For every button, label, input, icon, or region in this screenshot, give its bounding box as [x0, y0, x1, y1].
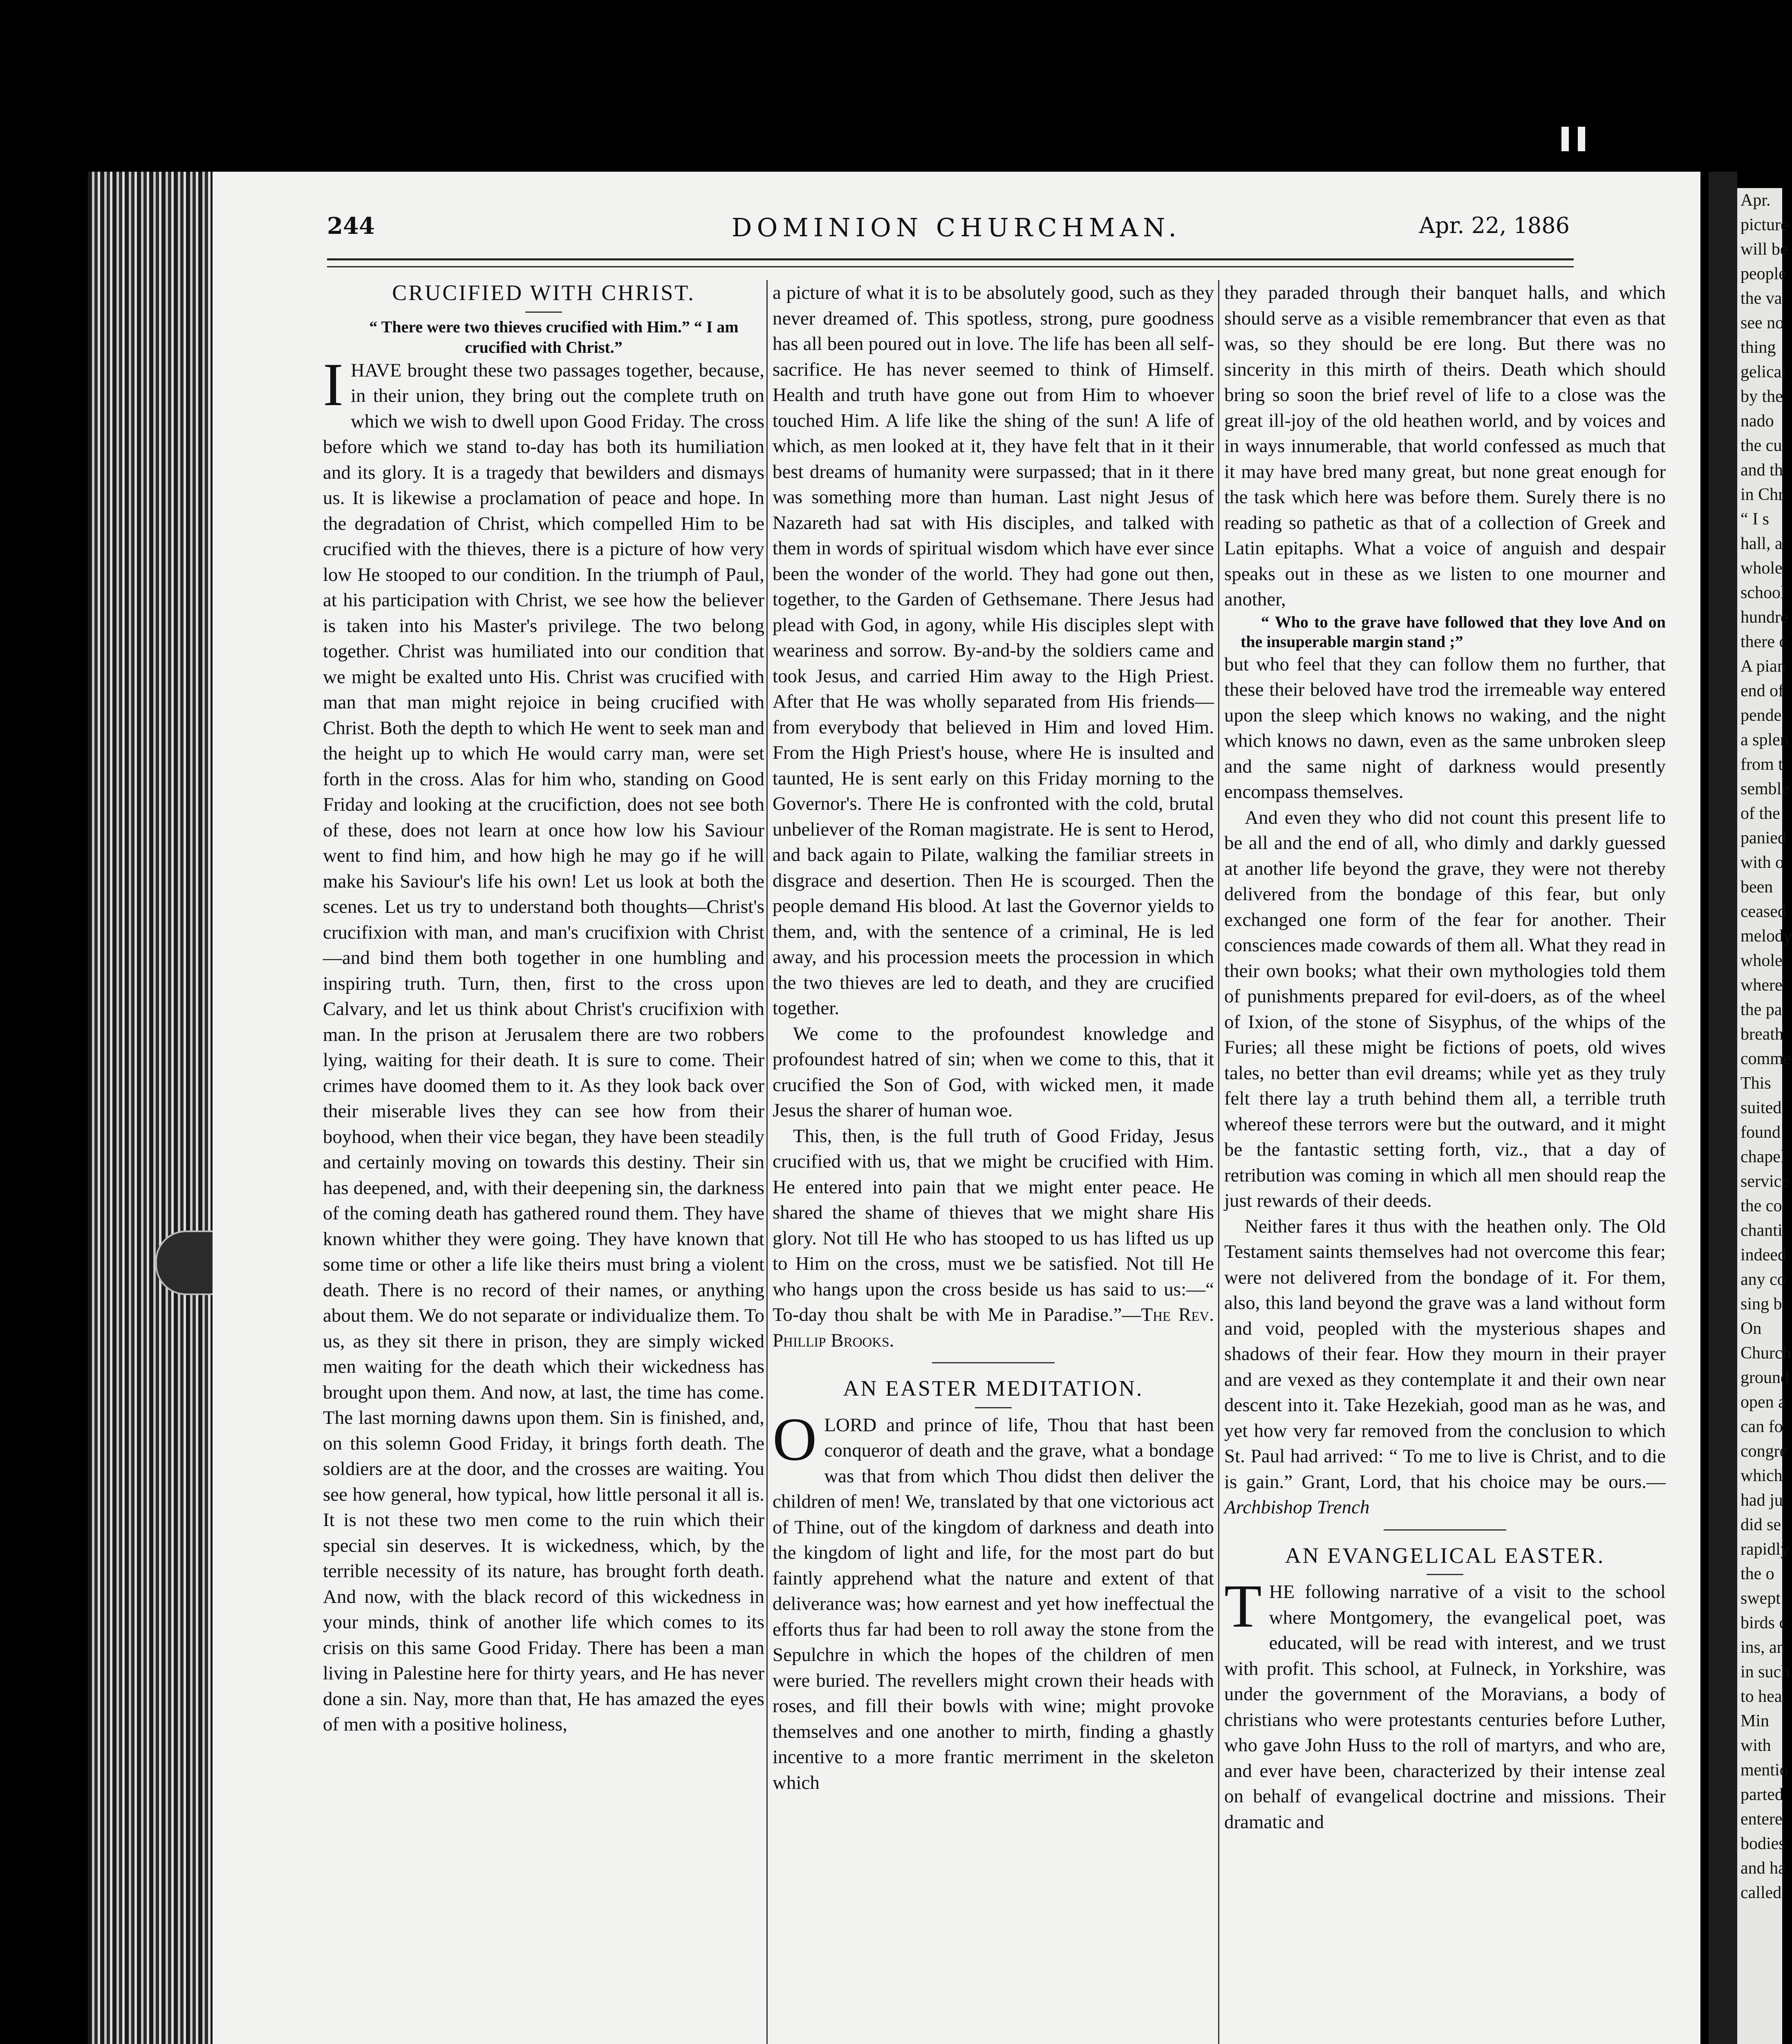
facing-page-line: suited	[1740, 1098, 1782, 1117]
facing-page-line: been	[1740, 878, 1773, 896]
facing-page-line: ceased	[1740, 902, 1786, 921]
facing-page-line: open a	[1740, 1393, 1786, 1412]
facing-page-line: can fo	[1740, 1417, 1783, 1436]
facing-page-line: gelical	[1740, 363, 1786, 381]
facing-page-line: a splen	[1740, 731, 1789, 749]
facing-page-line: the o	[1740, 1564, 1774, 1583]
article-paragraph	[1224, 1572, 1666, 1835]
article-paragraph: but who feel that they can follow them no further, that these their beloved have trod the irremeable way entered upon the sleep which knows no waking, and the night which knows no dawn, even as the same unbroken sleep and the same night of darkness would presently encompass themselves.	[1224, 653, 1666, 802]
poem-quote: “ Who to the grave have followed that they love And on the insuperable margin stand ;”	[1241, 612, 1666, 651]
facing-page-line: with	[1740, 1736, 1771, 1755]
facing-page-line: picture	[1740, 215, 1788, 234]
facing-page-line: the va	[1740, 289, 1782, 308]
facing-page-line: panied	[1740, 829, 1786, 847]
article-title-crucified: CRUCIFIED WITH CHRIST.	[392, 280, 695, 305]
article-attribution: Archbishop Trench	[1224, 1497, 1370, 1518]
facing-page-line: in Chr	[1740, 485, 1784, 504]
facing-page-line: service	[1740, 1172, 1789, 1191]
facing-page-line: any co	[1740, 1270, 1786, 1289]
facing-page-line: whole	[1740, 559, 1783, 578]
facing-page-line: A pian	[1740, 657, 1786, 676]
column-rule	[766, 280, 768, 2044]
facing-page-line: there c	[1740, 632, 1787, 651]
title-rule	[525, 312, 562, 313]
facing-page-line: thing	[1740, 338, 1776, 357]
facing-page-line: congre	[1740, 1442, 1788, 1461]
facing-page-line: whole	[1740, 951, 1783, 970]
facing-page-line: had ju	[1740, 1491, 1783, 1510]
issue-date: Apr. 22, 1886	[1419, 213, 1570, 238]
facing-page-line: parted	[1740, 1785, 1783, 1804]
facing-page-line: melody	[1740, 927, 1792, 946]
journal-title: DOMINION CHURCHMAN.	[731, 213, 1182, 242]
facing-page-line: the cu	[1740, 436, 1782, 455]
scanned-page	[213, 172, 1700, 2044]
facing-page-fragment	[1737, 188, 1792, 2044]
column-2	[773, 280, 1214, 2044]
drop-cap: I	[323, 350, 343, 419]
facing-page-line: and ha	[1740, 1859, 1786, 1878]
facing-page-line: indeed	[1740, 1246, 1786, 1264]
facing-page-line: the pa	[1740, 1000, 1782, 1019]
facing-page-line: and th	[1740, 461, 1783, 480]
column-rule	[1218, 280, 1219, 2044]
article-paragraph	[323, 350, 764, 1737]
section-rule	[1384, 1529, 1506, 1531]
facing-page-line: rapidly	[1740, 1540, 1789, 1559]
facing-page-line: chapel	[1740, 1148, 1785, 1166]
article-paragraph	[773, 1123, 1214, 1354]
paragraph-text: HAVE brought these two passages together, because, in their union, they bring out the complete truth on which we wish to dwell upon Good Friday. The cross before which we stand to-day has both its humiliation and its glory. It is a tragedy that bewilders and dismays us. It is likewise a proclamation of peace and hope. In the degradation of Christ, which compelled Him to be crucified with the thieves, there is a picture of how very low He stooped to our condition. In the triumph of Paul, at his participation with Christ, we see how the believer is taken into his Master's privilege. The two belong together. Christ was humiliated into our condition that we might be exalted unto His. Christ was crucified with man that man might rejoice in being crucified with Christ. Both the depth to which He went to seek man and the height up to which He would carry man, were set forth in the cross. Alas for him who, standing on Good Friday and looking at the crucifiction, does not see both of these, does not learn at once how low his Saviour went to find him, and how high he may go if he will make his Saviour's life his own! Let us look at both the scenes. Let us try to understand both thoughts—Christ's crucifixion with man, and man's crucifixion with Christ—and bind them both together in one humbling and inspiring truth. Turn, then, first to the cross upon Calvary, and let us think about Christ's crucifixion with man. In the prison at Jerusalem there are two robbers lying, waiting for their death. It is sure to come. Their crimes have doomed them to it. As they look back over their miserable lives they can see how from their boyhood, when their vice began, they have been steadily and certainly moving on towards this destiny. Their sin has deepened, and, with their deepening sin, the darkness of the coming death has gathered round them. They have known whither they were going. They have known that some time or other a life like theirs must bring a violent death. There is no record of their names, or anything about them. We do not separate or individualize them. To us, as they sit there in prison, they are simply wicked men waiting for the death which their wickedness has brought upon them. And now, at last, the time has come. The last morning dawns upon them. Sin is finished, and, on this solemn Good Friday, it brings forth death. The soldiers are at the door, and the crosses are waiting. You see how general, how typical, how little personal it all is. It is not these two men come to the ruin which their special sin deserves. It is wickedness, which, by the terrible necessity of its nature, has brought forth death. And now, with the black record of this wickedness in your minds, think of another life which comes to its crisis on this same Good Friday. There has been a man living in Palestine here for thirty years, and He has never done a sin. Nay, more than that, He has amazed the eyes of men with a positive holiness,	[323, 359, 764, 1735]
column-3	[1224, 280, 1666, 2044]
epigraph: “ There were two thieves crucified with Him.” “ I am crucified with Christ.”	[369, 317, 739, 356]
facing-page-line: birds c	[1740, 1614, 1787, 1632]
facing-page-line: where	[1740, 976, 1783, 995]
facing-page-line: the co	[1740, 1197, 1782, 1215]
facing-page-line: called	[1740, 1883, 1782, 1902]
facing-page-line: bodies	[1740, 1834, 1785, 1853]
facing-page-line: found	[1740, 1123, 1781, 1142]
paragraph-text: This, then, is the full truth of Good Friday, Jesus crucified with us, that we might be crucified with Him. He entered into pain that we might enter peace. He shared the shame of thieves that we might share His glory. Not till He who has stooped to us has lifted us up to Him on the cross, must we be satisfied. Not till He who hangs upon the cross beside us has said to us:—“ To-day thou shalt be with Me in Paradise.”—	[773, 1125, 1214, 1325]
article-attribution: The Rev. Phillip Brooks.	[773, 1304, 1214, 1351]
facing-page-line: hall, a	[1740, 534, 1783, 553]
facing-page-line: entere	[1740, 1810, 1783, 1829]
facing-page-line: which	[1740, 1466, 1783, 1485]
article-paragraph: they paraded through their banquet halls, and which should serve as a visible remembrancer that even as that was, so they should be ere long. But there was no sincerity in this mirth of theirs. Death which should bring so soon the brief revel of life to a close was the great ill-joy of the old heathen world, and by voices and in ways innumerable, that world confessed as much that it may have bred many great, but none great enough for the task which here was before them. Surely there is no reading so pathetic as that of a collection of Greek and Latin epitaphs. What a voice of anguish and despair speaks out in these as we listen to one mourner and another,	[1224, 282, 1666, 610]
running-head	[213, 213, 1700, 245]
facing-page-line: from t	[1740, 755, 1783, 774]
facing-page-line: end of	[1740, 681, 1784, 700]
facing-page-line: nado	[1740, 412, 1774, 430]
book-fore-edges	[88, 172, 223, 2044]
article-title-evangelical-easter: AN EVANGELICAL EASTER.	[1285, 1543, 1605, 1568]
facing-page-line: school	[1740, 583, 1785, 602]
facing-page-line: ins, an	[1740, 1638, 1785, 1657]
drop-cap: O	[773, 1405, 817, 1473]
facing-page-line: breath	[1740, 1025, 1783, 1044]
facing-page-line: chanti	[1740, 1221, 1783, 1240]
paragraph-text: Neither fares it thus with the heathen only. The Old Testament saints themselves had not overcome this fear; were not delivered from the bondage of it. For them, also, this land beyond the grave was a land without form and void, peopled with the mysterious shapes and shadows of their fear. How they mourn in their prayer and are vexed as they contemplate it and their own near descent into it. Take Hezekiah, good man as he was, and yet how very far removed from the conclusion to which St. Paul had arrived: “ To me to live is Christ, and to die is gain.” Grant, Lord, that his choice may be ours.—	[1224, 1215, 1666, 1493]
facing-page-line: On	[1740, 1319, 1762, 1338]
facing-page-line: hundre	[1740, 608, 1788, 627]
title-rule	[975, 1407, 1012, 1408]
paragraph-text: HE following narrative of a visit to the school where Montgomery, the evangelical poet, was educated, will be read with interest, and we trust with profit. This school, at Fulneck, in Yorkshire, was under the government of the Moravians, a body of christians who were protestants centuries before Luther, who gave John Huss to the roll of martyrs, and who are, and ever have been, characterized by their intense zeal on behalf of evangelical doctrine and missions. Their dramatic and	[1224, 1581, 1666, 1833]
facing-page-line: people	[1740, 264, 1786, 283]
facing-page-line: semble	[1740, 780, 1789, 798]
facing-page-line: Church	[1740, 1344, 1791, 1363]
facing-page-line: mentio	[1740, 1761, 1788, 1780]
section-rule	[932, 1362, 1055, 1363]
article-paragraph	[773, 1405, 1214, 1796]
article-paragraph: a picture of what it is to be absolutely good, such as they never dreamed of. This spotless, strong, pure goodness has all been poured out in love. The life has been all self-sacrifice. He has never seemed to think of Himself. Health and truth have gone out from Him to whoever touched Him. A life like the shing of the sun! A life of which, as men looked at it, they have felt that in it their best dreams of humanity were surpassed; that in it there was something more than human. Last night Jesus of Nazareth had sat with His disciples, and talked with them in words of spiritual wisdom which have ever since been the wonder of the world. They had gone out then, together, to the Garden of Gethsemane. There Jesus had plead with God, in agony, while His disciples slept with weariness and sorrow. By-and-by the soldiers came and took Jesus, and carried Him away to the High Priest. After that He was wholly separated from His friends—from everybody that believed in Him and loved Him. From the High Priest's house, where He is insulted and taunted, He is sent early on this Friday morning to the Governor's. There He is confronted with the cold, brutal unbeliever of the Roman magistrate. He is sent to Herod, and back again to Pilate, walking the familiar streets in disgrace and desertion. Then He is scourged. Then the people demand His blood. At last the Governor yields to them, and, with the sentence of a criminal, He is led away, and his procession meets the procession in which the two thieves are led to death, and they are crucified together.	[773, 282, 1214, 1019]
facing-page-line: This	[1740, 1074, 1771, 1093]
facing-page-line: swept	[1740, 1589, 1781, 1608]
facing-page-line: with o	[1740, 853, 1784, 872]
scan-mark	[1561, 127, 1569, 151]
column-1	[323, 280, 764, 2044]
facing-page-line: comme	[1740, 1049, 1791, 1068]
title-rule	[1427, 1574, 1463, 1575]
facing-page-line: Min	[1740, 1712, 1770, 1730]
article-paragraph: We come to the profoundest knowledge and profoundest hatred of sin; when we come to this, that it crucified the Son of God, with wicked men, it made Jesus the sharer of human woe.	[773, 1023, 1214, 1121]
facing-page-line: by the	[1740, 387, 1783, 406]
article-paragraph	[1224, 1214, 1666, 1520]
facing-page-line: see no	[1740, 314, 1784, 332]
facing-page-line: Apr.	[1740, 191, 1771, 210]
facing-page-line: of the	[1740, 804, 1780, 823]
facing-page-line: will be	[1740, 240, 1788, 259]
paragraph-text: LORD and prince of life, Thou that hast been conqueror of death and the grave, what a bondage was that from which Thou didst then deliver the children of men! We, translated by that one victorious act of Thine, out of the kingdom of darkness and death into the kingdom of light and life, for the most part do but faintly apprehend what the nature and extent of that deliverance was; how earnest and yet how ineffectual the efforts thus far had been to roll away the stone from the Sepulchre in which the hopes of the children of men were buried. The revellers might crown their heads with roses, and fill their bowls with wine; might provoke themselves and one another to mirth, finding a ghastly incentive to a more frantic merriment in the skeleton which	[773, 1414, 1214, 1793]
article-paragraph: And even they who did not count this present life to be all and the end of all, who dimly and darkly guessed at another life beyond the grave, they were not thereby delivered from the bondage of this fear, but only exchanged one form of the fear for another. Their consciences made cowards of them all. What they read in their own books; what their own mythologies told them of punishments prepared for evil-doers, as of the wheel of Ixion, of the stone of Sisyphus, of the whips of the Furies; all these might be fictions of poets, old wives tales, no better than evil dreams; while yet as they truly felt there lay a truth behind them all, a terrible truth whereof these terrors were but the outward, and it might be the fantastic setting forth, viz., that a day of retribution was coming in which all men should reap the just rewards of their deeds.	[1224, 807, 1666, 1211]
facing-page-line: did se	[1740, 1515, 1781, 1534]
drop-cap: T	[1224, 1572, 1262, 1640]
article-title-easter-meditation: AN EASTER MEDITATION.	[843, 1376, 1144, 1401]
facing-page-line: pende	[1740, 706, 1782, 725]
header-rule	[327, 258, 1574, 267]
book-gutter	[1709, 172, 1737, 2044]
page-number: 244	[327, 213, 375, 240]
facing-page-line: “ I s	[1740, 510, 1769, 529]
facing-page-line: sing b	[1740, 1295, 1782, 1313]
facing-page-line: in such	[1740, 1663, 1790, 1681]
facing-page-line: to hea	[1740, 1687, 1782, 1706]
facing-page-line: ground	[1740, 1368, 1789, 1387]
scan-mark	[1578, 127, 1585, 151]
